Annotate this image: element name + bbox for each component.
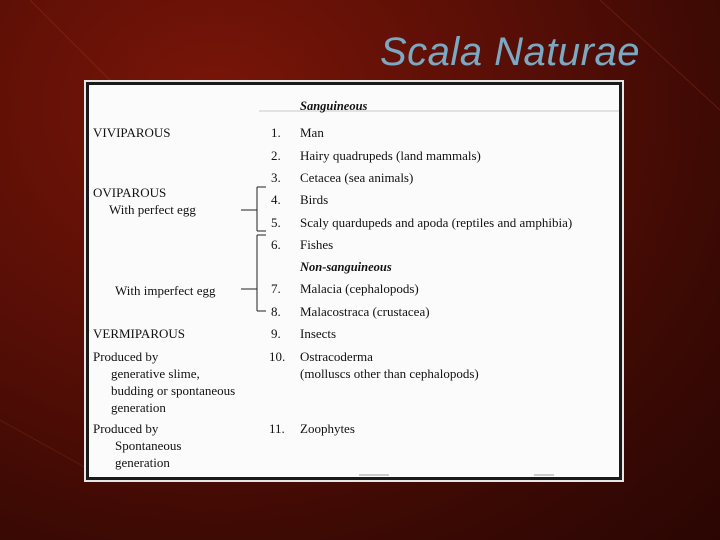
- group-sublabel: With perfect egg: [109, 202, 196, 217]
- rank-name: Insects: [300, 326, 337, 341]
- rank-name: Cetacea (sea animals): [300, 170, 414, 185]
- group-label: Produced by: [93, 421, 159, 436]
- rank-number: 1.: [271, 125, 281, 140]
- slide-title: Scala Naturae: [380, 30, 640, 74]
- rank-name: Malacia (cephalopods): [300, 281, 419, 296]
- scala-naturae-table: [86, 82, 622, 480]
- rank-name: Ostracoderma: [300, 349, 373, 364]
- rank-number: 6.: [271, 237, 281, 252]
- rank-name: Fishes: [300, 237, 334, 252]
- header-sanguineous: Sanguineous: [300, 99, 368, 113]
- group-label-line: budding or spontaneous: [111, 383, 236, 398]
- rank-number: 2.: [271, 148, 281, 163]
- group-label-line: generative slime,: [111, 366, 200, 381]
- header-non-sanguineous: Non-sanguineous: [300, 260, 392, 274]
- rank-number: 9.: [271, 326, 281, 341]
- rank-number: 10.: [269, 349, 286, 364]
- rank-subname: (molluscs other than cephalopods): [300, 366, 479, 381]
- rank-number: 8.: [271, 304, 281, 319]
- group-sublabel: With imperfect egg: [115, 283, 216, 298]
- rank-name: Scaly quardupeds and apoda (reptiles and amphibia): [300, 215, 573, 230]
- rank-name: Man: [300, 125, 324, 140]
- rank-name: Zoophytes: [300, 421, 355, 436]
- rank-number: 5.: [271, 215, 281, 230]
- rank-number: 3.: [271, 170, 281, 185]
- rank-number: 7.: [271, 281, 281, 296]
- rank-number: 11.: [269, 421, 285, 436]
- rank-name: Malacostraca (crustacea): [300, 304, 430, 319]
- rank-name: Hairy quadrupeds (land mammals): [300, 148, 481, 163]
- group-label-line: generation: [111, 400, 166, 415]
- group-label: Produced by: [93, 349, 159, 364]
- rank-name: Birds: [300, 192, 329, 207]
- group-label: OVIPAROUS: [93, 185, 167, 200]
- group-label: VIVIPAROUS: [93, 125, 171, 140]
- group-label-line: generation: [115, 455, 170, 470]
- group-label: VERMIPAROUS: [93, 326, 185, 341]
- rank-number: 4.: [271, 192, 281, 207]
- group-label-line: Spontaneous: [115, 438, 182, 453]
